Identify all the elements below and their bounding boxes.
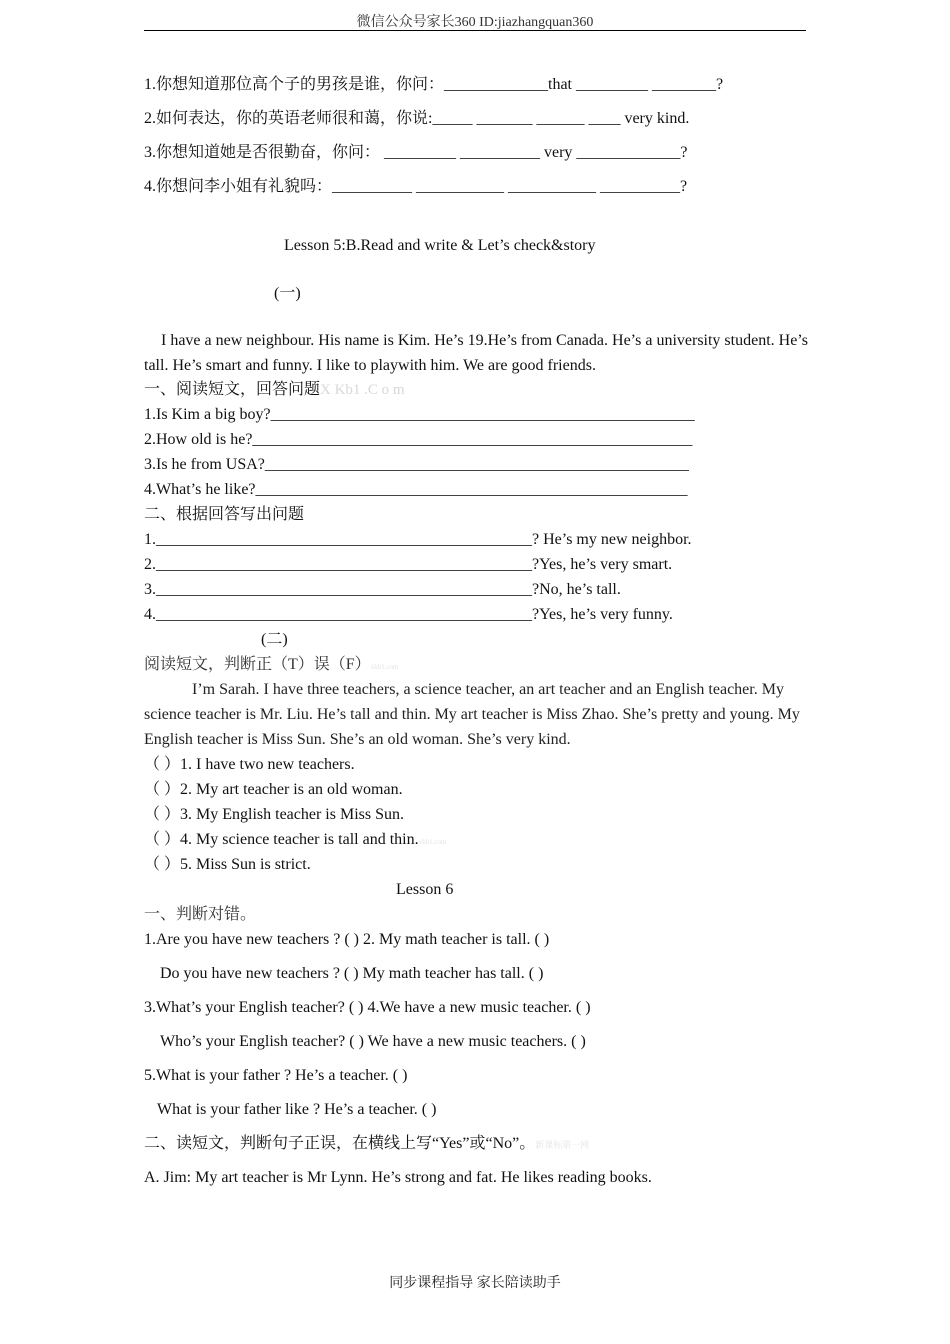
- reading-passage-1: I have a new neighbour. His name is Kim. He’s 19.He’s from Canada. He’s a university student. He’s tall. He’s smart and funny. I like to playwith him. We are good friends.: [144, 332, 808, 374]
- write-question-2: 2._______________________________________________?Yes, he’s very smart.: [144, 556, 673, 573]
- write-question-4: 4._______________________________________________?Yes, he’s very funny.: [144, 606, 673, 623]
- question-2: 2.如何表达，你的英语老师很和蔼，你说:_____ _______ ______ ____ very kind.: [144, 110, 690, 127]
- header-rule: [144, 30, 806, 31]
- page-footer: 同步课程指导 家长陪读助手: [389, 1276, 561, 1291]
- question-3: 3.你想知道她是否很勤奋，你问： _________ __________ very _____________?: [144, 144, 688, 161]
- passage-a: A. Jim: My art teacher is Mr Lynn. He’s strong and fat. He likes reading books.: [144, 1169, 652, 1186]
- question-1: 1.你想知道那位高个子的男孩是谁，你问：_____________that _________ ________?: [144, 76, 724, 93]
- judge-row-4: Who’s your English teacher? ( ) We have a new music teachers. ( ): [160, 1033, 586, 1050]
- write-question-3: 3._______________________________________________?No, he’s tall.: [144, 581, 621, 598]
- true-false-3: （ ）3. My English teacher is Miss Sun.: [144, 806, 404, 823]
- lesson6-title: Lesson 6: [396, 881, 454, 898]
- answer-question-1: 1.Is Kim a big boy?_____________________________________________________: [144, 406, 695, 423]
- true-false-5: （ ）5. Miss Sun is strict.: [144, 856, 311, 873]
- exercise-2-title: 二、根据回答写出问题: [144, 506, 305, 523]
- judge-row-2: Do you have new teachers ? ( ) My math teacher has tall. ( ): [160, 965, 544, 982]
- judge-row-1: 1.Are you have new teachers ? ( ) 2. My math teacher is tall. ( ): [144, 931, 550, 948]
- section-two-mark: (二): [261, 631, 288, 648]
- lesson6-exercise-1-title: 一、判断对错。: [144, 906, 257, 923]
- question-4: 4.你想问李小姐有礼貌吗：__________ ___________ ___________ __________?: [144, 178, 688, 195]
- judge-row-6: What is your father like ? He’s a teacher. ( ): [157, 1101, 437, 1118]
- reading-passage-2: I’m Sarah. I have three teachers, a science teacher, an art teacher and an English teacher. My science teacher is Mr. Liu. He’s tall and thin. My art teacher is Miss Zhao. She’s pretty and young. My English teacher is Miss Sun. She’s an old woman. She’s very kind.: [144, 681, 800, 748]
- lesson5-title: Lesson 5:B.Read and write & Let’s check&story: [284, 237, 596, 254]
- exercise-1-title: 一、阅读短文，回答问题X Kb1 .C o m: [144, 381, 405, 398]
- judge-row-3: 3.What’s your English teacher? ( ) 4.We have a new music teacher. ( ): [144, 999, 591, 1016]
- answer-question-4: 4.What’s he like?______________________________________________________: [144, 481, 688, 498]
- true-false-2: （ ）2. My art teacher is an old woman.: [144, 781, 403, 798]
- watermark-text: 新课标第一网: [535, 1140, 590, 1150]
- answer-question-3: 3.Is he from USA?_____________________________________________________: [144, 456, 689, 473]
- write-question-1: 1._______________________________________________? He’s my new neighbor.: [144, 531, 692, 548]
- watermark-text: xkb1.com: [418, 838, 447, 846]
- answer-question-2: 2.How old is he?_______________________________________________________: [144, 431, 693, 448]
- watermark-text: X Kb1 .C o m: [320, 382, 405, 398]
- true-false-1: （ ）1. I have two new teachers.: [144, 756, 355, 773]
- page-header: 微信公众号家长360 ID:jiazhangquan360: [356, 15, 594, 30]
- judge-row-5: 5.What is your father ? He’s a teacher. ( ): [144, 1067, 408, 1084]
- true-false-4: （ ）4. My science teacher is tall and thin.xkb1.com: [144, 831, 447, 848]
- lesson6-exercise-2-title: 二、读短文，判断句子正误，在横线上写“Yes”或“No”。新课标第一网: [144, 1135, 590, 1152]
- watermark-text: xkb1.com: [370, 663, 399, 671]
- section-two-title: 阅读短文，判断正（T）误（F）xkb1.com: [144, 656, 399, 673]
- section-one-mark: (一): [274, 285, 301, 302]
